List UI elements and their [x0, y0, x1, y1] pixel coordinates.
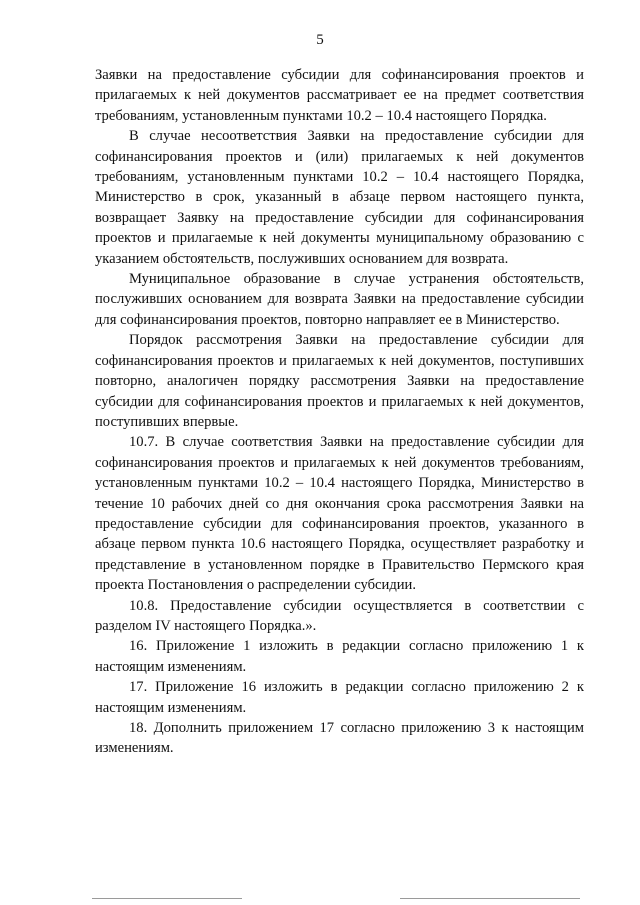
paragraph-item-18: 18. Дополнить приложением 17 согласно приложению 3 к настоящим изменениям. — [95, 720, 584, 757]
document-body — [95, 65, 584, 759]
paragraph-resubmission: Муниципальное образование в случае устранения обстоятельств, послуживших основанием для возврата Заявки на предоставление субсидии для софинансирования проектов, повторно направляет ее в Министерство. — [95, 271, 584, 328]
paragraph-item-16: 16. Приложение 1 изложить в редакции согласно приложению 1 к настоящим изменениям. — [95, 638, 584, 675]
paragraph-nonconformity-return: В случае несоответствия Заявки на предоставление субсидии для софинансирования проектов и (или) прилагаемых к ней документов требованиям, установленным пунктами 10.2 – 10.4 настоящего Порядка, Министерство в срок, указанный в абзаце первом настоящего пункта, возвращает Заявку на предоставление субсидии для софинансирования проектов и прилагаемые к ней документы муниципальному образованию с указанием обстоятельств, послуживших основанием для возврата. — [95, 128, 584, 267]
paragraph-repeat-review-order: Порядок рассмотрения Заявки на предоставление субсидии для софинансирования проектов и прилагаемых к ней документов, поступивших повторно, аналогичен порядку рассмотрения Заявки на предоставление субсидии для софинансирования проектов и прилагаемых к ней документов, поступивших впервые. — [95, 332, 584, 430]
paragraph-item-10-7: 10.7. В случае соответствия Заявки на предоставление субсидии для софинансирования проектов и прилагаемых к ней документов требованиям, установленным пунктами 10.2 – 10.4 настоящего Порядка, Министерство в течение 10 рабочих дней со дня окончания срока рассмотрения Заявки на предоставление субсидии для софинансирования проектов, указанного в абзаце первом пункта 10.6 настоящего Порядка, осуществляет разработку и представление в установленном порядке в Правительство Пермского края проекта Постановления о распределении субсидии. — [95, 434, 584, 594]
scan-edge-mark-right — [400, 898, 580, 899]
paragraph-item-17: 17. Приложение 16 изложить в редакции согласно приложению 2 к настоящим изменениям. — [95, 679, 584, 716]
page-number: 5 — [316, 32, 324, 48]
paragraph-item-10-8: 10.8. Предоставление субсидии осуществляется в соответствии с разделом IV настоящего Порядка.». — [95, 597, 584, 634]
paragraph-continuation: Заявки на предоставление субсидии для софинансирования проектов и прилагаемых к ней документов рассматривает ее на предмет соответствия требованиям, установленным пунктами 10.2 – 10.4 настоящего Порядка. — [95, 67, 584, 124]
scan-edge-mark-left — [92, 898, 242, 899]
